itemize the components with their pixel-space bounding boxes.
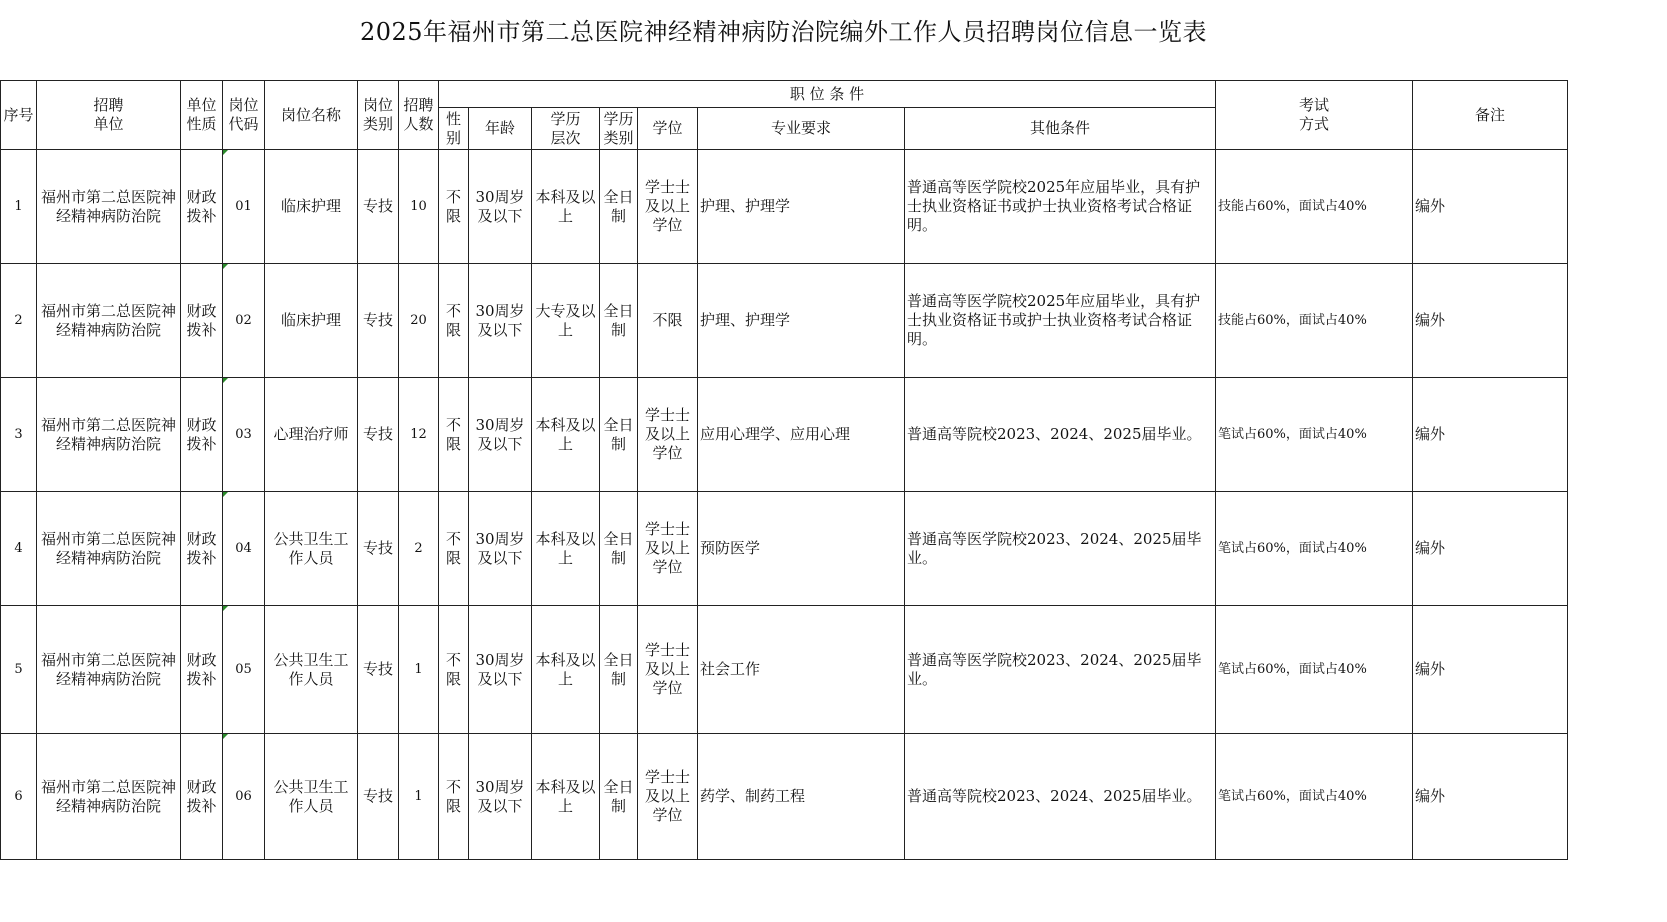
page-title: 2025年福州市第二总医院神经精神病防治院编外工作人员招聘岗位信息一览表 xyxy=(359,18,1208,46)
cell-name: 公共卫生工作人员 xyxy=(265,734,358,860)
cell-nature: 财政拨补 xyxy=(181,606,223,734)
header-unit: 招聘 单位 xyxy=(37,81,181,150)
cell-count: 1 xyxy=(399,606,439,734)
cell-unit: 福州市第二总医院神经精神病防治院 xyxy=(37,734,181,860)
cell-code: 04 xyxy=(223,492,265,606)
header-age: 年龄 xyxy=(469,108,532,150)
cell-major: 预防医学 xyxy=(698,492,905,606)
cell-age: 30周岁及以下 xyxy=(469,264,532,378)
header-edu-level: 学历 层次 xyxy=(532,108,600,150)
cell-age: 30周岁及以下 xyxy=(469,734,532,860)
cell-remark: 编外 xyxy=(1413,492,1568,606)
header-major: 专业要求 xyxy=(698,108,905,150)
cell-edu-type: 全日制 xyxy=(600,264,638,378)
cell-gender: 不限 xyxy=(439,378,469,492)
cell-edu-level: 本科及以上 xyxy=(532,378,600,492)
cell-exam: 笔试占60%，面试占40% xyxy=(1216,734,1413,860)
table-row xyxy=(1,734,1568,860)
cell-seq: 6 xyxy=(1,734,37,860)
cell-nature: 财政拨补 xyxy=(181,150,223,264)
cell-remark: 编外 xyxy=(1413,606,1568,734)
cell-degree: 学士士及以上学位 xyxy=(638,378,698,492)
table-row xyxy=(1,606,1568,734)
cell-count: 10 xyxy=(399,150,439,264)
header-name: 岗位名称 xyxy=(265,81,358,150)
cell-degree: 学士士及以上学位 xyxy=(638,734,698,860)
cell-edu-type: 全日制 xyxy=(600,734,638,860)
cell-count: 1 xyxy=(399,734,439,860)
cell-nature: 财政拨补 xyxy=(181,378,223,492)
cell-count: 20 xyxy=(399,264,439,378)
cell-name: 公共卫生工作人员 xyxy=(265,606,358,734)
cell-code: 05 xyxy=(223,606,265,734)
cell-other: 普通高等医学院校2025年应届毕业，具有护士执业资格证书或护士执业资格考试合格证明。 xyxy=(905,264,1216,378)
cell-other: 普通高等医学院校2023、2024、2025届毕业。 xyxy=(905,492,1216,606)
cell-unit: 福州市第二总医院神经精神病防治院 xyxy=(37,492,181,606)
header-seq: 序号 xyxy=(1,81,37,150)
header-remark: 备注 xyxy=(1413,81,1568,150)
cell-edu-type: 全日制 xyxy=(600,378,638,492)
cell-name: 临床护理 xyxy=(265,264,358,378)
cell-age: 30周岁及以下 xyxy=(469,492,532,606)
header-count: 招聘 人数 xyxy=(399,81,439,150)
table-row xyxy=(1,264,1568,378)
cell-degree: 学士士及以上学位 xyxy=(638,150,698,264)
cell-nature: 财政拨补 xyxy=(181,734,223,860)
cell-edu-level: 本科及以上 xyxy=(532,606,600,734)
cell-edu-type: 全日制 xyxy=(600,492,638,606)
cell-other: 普通高等院校2023、2024、2025届毕业。 xyxy=(905,734,1216,860)
cell-gender: 不限 xyxy=(439,606,469,734)
cell-gender: 不限 xyxy=(439,150,469,264)
cell-name: 心理治疗师 xyxy=(265,378,358,492)
cell-exam: 技能占60%，面试占40% xyxy=(1216,150,1413,264)
cell-seq: 2 xyxy=(1,264,37,378)
cell-seq: 4 xyxy=(1,492,37,606)
header-other: 其他条件 xyxy=(905,108,1216,150)
cell-gender: 不限 xyxy=(439,264,469,378)
cell-major: 护理、护理学 xyxy=(698,264,905,378)
header-exam: 考试 方式 xyxy=(1216,81,1413,150)
cell-count: 2 xyxy=(399,492,439,606)
cell-seq: 1 xyxy=(1,150,37,264)
cell-seq: 5 xyxy=(1,606,37,734)
cell-major: 药学、制药工程 xyxy=(698,734,905,860)
header-gender: 性 别 xyxy=(439,108,469,150)
cell-nature: 财政拨补 xyxy=(181,492,223,606)
cell-edu-type: 全日制 xyxy=(600,150,638,264)
cell-seq: 3 xyxy=(1,378,37,492)
cell-nature: 财政拨补 xyxy=(181,264,223,378)
cell-other: 普通高等医学院校2023、2024、2025届毕业。 xyxy=(905,606,1216,734)
cell-edu-type: 全日制 xyxy=(600,606,638,734)
cell-count: 12 xyxy=(399,378,439,492)
cell-category: 专技 xyxy=(358,378,399,492)
cell-edu-level: 本科及以上 xyxy=(532,150,600,264)
recruitment-table xyxy=(0,80,1568,860)
header-degree: 学位 xyxy=(638,108,698,150)
cell-other: 普通高等医学院校2025年应届毕业，具有护士执业资格证书或护士执业资格考试合格证明。 xyxy=(905,150,1216,264)
cell-category: 专技 xyxy=(358,734,399,860)
cell-major: 护理、护理学 xyxy=(698,150,905,264)
cell-unit: 福州市第二总医院神经精神病防治院 xyxy=(37,150,181,264)
table-row xyxy=(1,492,1568,606)
header-edu-type: 学历 类别 xyxy=(600,108,638,150)
table-row xyxy=(1,150,1568,264)
header-nature: 单位 性质 xyxy=(181,81,223,150)
cell-unit: 福州市第二总医院神经精神病防治院 xyxy=(37,606,181,734)
cell-degree: 学士士及以上学位 xyxy=(638,606,698,734)
cell-major: 应用心理学、应用心理 xyxy=(698,378,905,492)
cell-category: 专技 xyxy=(358,492,399,606)
cell-code: 01 xyxy=(223,150,265,264)
header-code: 岗位 代码 xyxy=(223,81,265,150)
cell-exam: 技能占60%，面试占40% xyxy=(1216,264,1413,378)
cell-edu-level: 本科及以上 xyxy=(532,492,600,606)
cell-code: 06 xyxy=(223,734,265,860)
cell-code: 02 xyxy=(223,264,265,378)
cell-edu-level: 本科及以上 xyxy=(532,734,600,860)
cell-remark: 编外 xyxy=(1413,378,1568,492)
cell-unit: 福州市第二总医院神经精神病防治院 xyxy=(37,264,181,378)
cell-unit: 福州市第二总医院神经精神病防治院 xyxy=(37,378,181,492)
cell-other: 普通高等院校2023、2024、2025届毕业。 xyxy=(905,378,1216,492)
cell-degree: 学士士及以上学位 xyxy=(638,492,698,606)
cell-major: 社会工作 xyxy=(698,606,905,734)
cell-age: 30周岁及以下 xyxy=(469,150,532,264)
cell-code: 03 xyxy=(223,378,265,492)
cell-edu-level: 大专及以上 xyxy=(532,264,600,378)
table-row xyxy=(1,378,1568,492)
cell-exam: 笔试占60%，面试占40% xyxy=(1216,378,1413,492)
cell-exam: 笔试占60%，面试占40% xyxy=(1216,492,1413,606)
cell-exam: 笔试占60%，面试占40% xyxy=(1216,606,1413,734)
cell-age: 30周岁及以下 xyxy=(469,378,532,492)
cell-gender: 不限 xyxy=(439,734,469,860)
cell-remark: 编外 xyxy=(1413,264,1568,378)
header-conditions: 职 位 条 件 xyxy=(439,81,1216,108)
cell-name: 临床护理 xyxy=(265,150,358,264)
cell-category: 专技 xyxy=(358,264,399,378)
cell-degree: 不限 xyxy=(638,264,698,378)
cell-category: 专技 xyxy=(358,606,399,734)
cell-remark: 编外 xyxy=(1413,150,1568,264)
cell-name: 公共卫生工作人员 xyxy=(265,492,358,606)
header-category: 岗位 类别 xyxy=(358,81,399,150)
cell-gender: 不限 xyxy=(439,492,469,606)
cell-age: 30周岁及以下 xyxy=(469,606,532,734)
cell-remark: 编外 xyxy=(1413,734,1568,860)
cell-category: 专技 xyxy=(358,150,399,264)
